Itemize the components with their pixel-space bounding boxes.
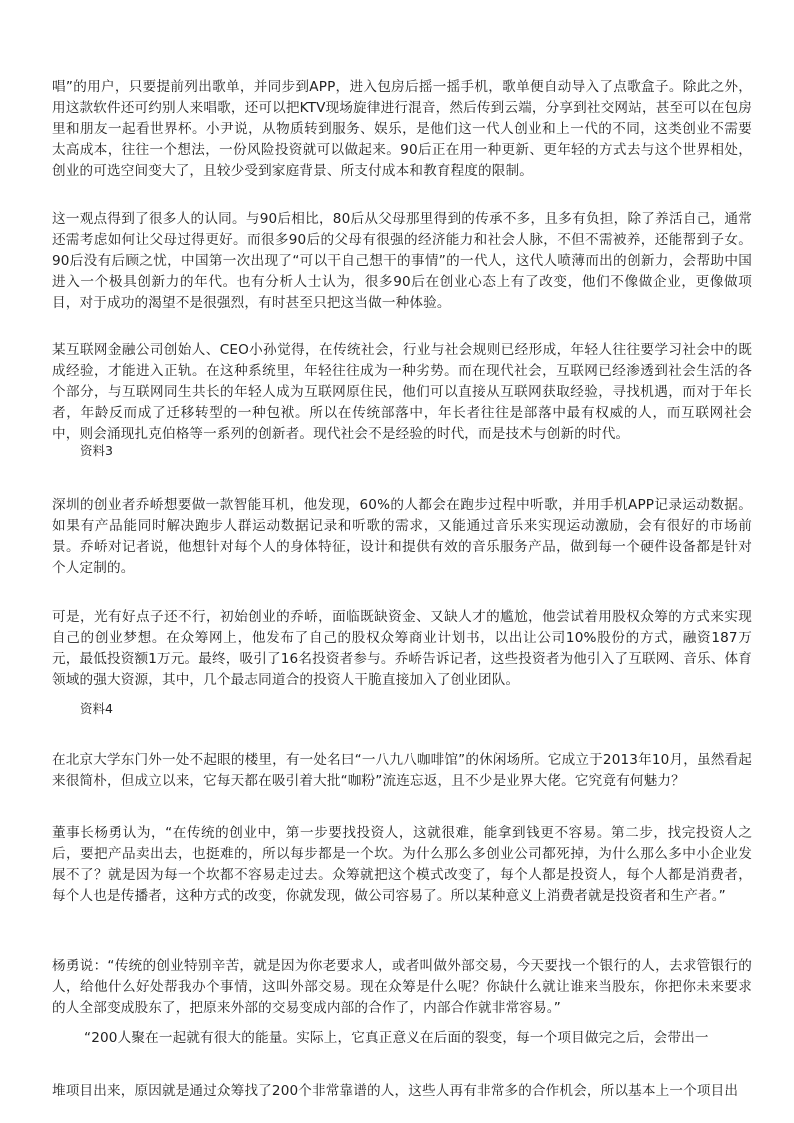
paragraph-equity-crowdfunding: 可是，光有好点子还不行，初始创业的乔峤，面临既缺资金、又缺人才的尴尬，他尝试着用股权众筹的方式来实现自己的创业梦想。在众筹网上，他发布了自己的股权众筹商业计划书，以出让公司10%股份的方式，融资187万元，最低投资额1万元。最终，吸引了16名投资者参与。乔峤告诉记者，这些投资者为他引入了互联网、音乐、体育领域的强大资源，其中，几个最志同道合的投资人干脆直接加入了创业团队。	[52, 609, 752, 688]
paragraph-ktv-app: 唱”的用户，只要提前列出歌单，并同步到APP，进入包房后摇一摇手机，歌单便自动导入了点歌盒子。除此之外，用这款软件还可约别人来唱歌，还可以把KTV现场旋律进行混音，然后传到云端，分享到社交网站，甚至可以在包房里和朋友一起看世界杯。小尹说，从物质转到服务、娱乐，是他们这一代人创业和上一代的不同，这类创业不需要太高成本，往往一个想法，一份风险投资就可以做起来。90后正在用一种更新、更年轻的方式去与这个世界相处，创业的可选空间变大了，且较少受到家庭背景、所支付成本和教育程度的限制。	[52, 79, 752, 179]
paragraph-1898-cafe: 在北京大学东门外一处不起眼的楼里，有一处名曰“一八九八咖啡馆”的休闲场所。它成立于2013年10月，虽然看起来很简朴，但成立以来，它每天都在吸引着大批“咖粉”流连忘返，且不少是业界大佬。它究竟有何魅力？	[52, 752, 752, 789]
paragraph-80s-90s-comparison: 这一观点得到了很多人的认同。与90后相比，80后从父母那里得到的传承不多，且多有负担，除了养活自己，通常还需考虑如何让父母过得更好。而很多90后的父母有很强的经济能力和社会人脉，不但不需被养，还能帮到子女。90后没有后顾之忧，中国第一次出现了“可以干自己想干的事情”的一代人，这代人喷薄而出的创新力，会帮助中国进入一个极具创新力的年代。也有分析人士认为，很多90后在创业心态上有了改变，他们不像做企业，更像做项目，对于成功的渴望不是很强烈，有时甚至只把这当做一种体验。	[52, 211, 752, 311]
paragraph-internet-ceo: 某互联网金融公司创始人、CEO小孙觉得，在传统社会，行业与社会规则已经形成，年轻人往往要学习社会中的既成经验，才能进入正轨。在这种系统里，年轻往往成为一种劣势。而在现代社会，互联网已经渗透到社会生活的各个部分，与互联网同生共长的年轻人成为互联网原住民，他们可以直接从互联网获取经验，寻找机遇，而对于年长者，年龄反而成了迁移转型的一种包袱。所以在传统部落中，年长者往往是部落中最有权威的人，而互联网社会中，则会涌现扎克伯格等一系列的创新者。现代社会不是经验的时代，而是技术与创新的时代。	[52, 342, 752, 442]
paragraph-project-continuation: 堆项目出来，原因就是通过众筹找了200个非常靠谱的人，这些人再有非常多的合作机会，所以基本上一个项目出	[52, 1083, 739, 1099]
heading-material-4: 资料4	[80, 701, 113, 716]
paragraph-smart-headphone: 深圳的创业者乔峤想要做一款智能耳机，他发现，60%的人都会在跑步过程中听歌，并用手机APP记录运动数据。如果有产品能同时解决跑步人群运动数据记录和听歌的需求，又能通过音乐来实现运动激励，会有很好的市场前景。乔峤对记者说，他想针对每个人的身体特征，设计和提供有效的音乐服务产品，做到每一个硬件设备都是针对个人定制的。	[52, 497, 752, 576]
heading-material-3: 资料3	[80, 443, 113, 458]
paragraph-yang-yong-view: 董事长杨勇认为，“在传统的创业中，第一步要找投资人，这就很难，能拿到钱更不容易。第二步，找完投资人之后，要把产品卖出去，也挺难的，所以每步都是一个坎。为什么那么多创业公司都死掉，为什么那么多中小企业发展不了？就是因为每一个坎都不容易走过去。众筹就把这个模式改变了，每个人都是投资人，每个人都是消费者，每个人也是传播者，这种方式的改变，你就发现，做公司容易了。所以某种意义上消费者就是投资者和生产者。”	[52, 825, 752, 904]
paragraph-yang-yong-quote: 杨勇说：“传统的创业特别辛苦，就是因为你老要求人，或者叫做外部交易，今天要找一个银行的人，去求管银行的人，给他什么好处帮我办个事情，这叫外部交易。现在众筹是什么呢？你缺什么就让谁来当股东，你把你未来要求的人全部变成股东了，把原来外部的交易变成内部的合作了，内部合作就非常容易。”	[52, 958, 752, 1016]
paragraph-200-people: “200人聚在一起就有很大的能量。实际上，它真正意义在后面的裂变，每一个项目做完之后，会带出一	[84, 1030, 709, 1046]
